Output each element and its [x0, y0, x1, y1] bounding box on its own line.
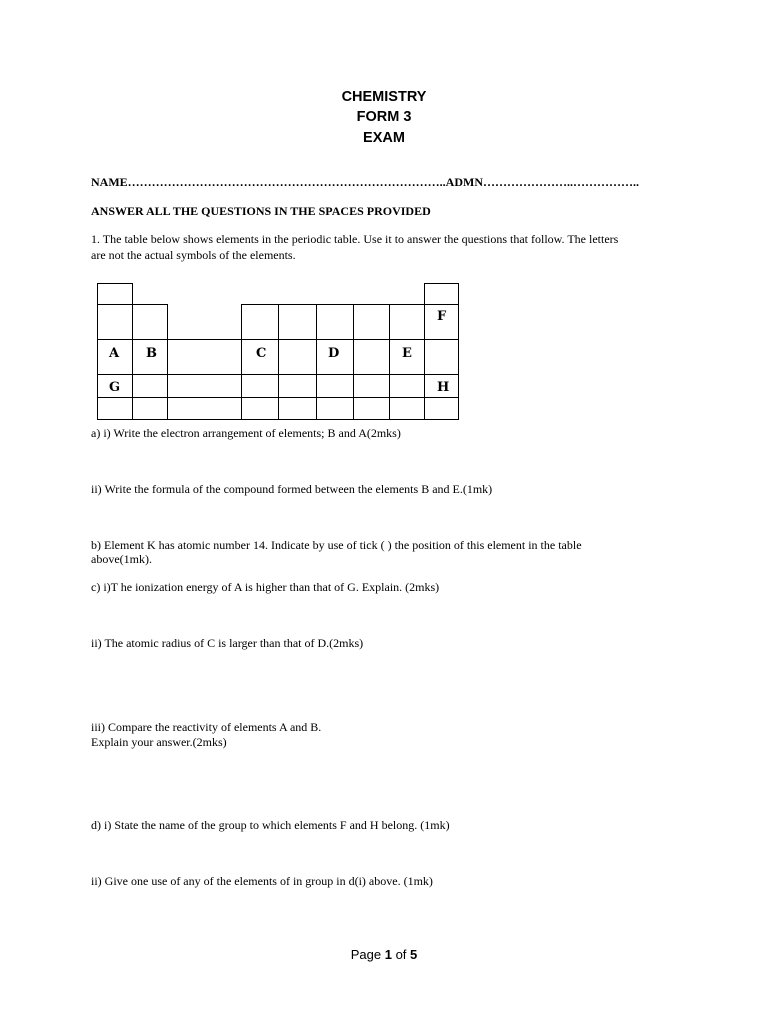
element-label-d: D — [328, 346, 340, 361]
cell-period2-group7 — [390, 305, 425, 340]
page-current: 1 — [384, 947, 392, 962]
question-1-intro-line-1: 1. The table below shows elements in the periodic table. Use it to answer the questions that follow. The letters — [91, 232, 619, 246]
cell-period5-group1 — [98, 398, 133, 420]
cell-period2-group5 — [317, 305, 354, 340]
page-total: 5 — [410, 947, 418, 962]
question-d-ii: ii) Give one use of any of the elements of in group in d(i) above. (1mk) — [91, 874, 433, 888]
periodic-table — [97, 283, 459, 420]
question-c-iii-line-1: iii) Compare the reactivity of elements A and B. — [91, 720, 322, 734]
cell-period2-group6 — [354, 305, 390, 340]
cell-period5-group7 — [390, 398, 425, 420]
question-a-ii: ii) Write the formula of the compound formed between the elements B and E.(1mk) — [91, 482, 493, 496]
cell-period4-group7 — [390, 375, 425, 398]
cell-period4-group2 — [133, 375, 168, 398]
cell-period4-group5 — [317, 375, 354, 398]
cell-period2-group1 — [98, 305, 133, 340]
element-label-b: B — [146, 346, 157, 361]
element-label-e: E — [402, 346, 412, 361]
page-word: Page — [350, 947, 382, 962]
element-label-g: G — [109, 380, 121, 395]
question-1-intro-line-2: are not the actual symbols of the elements. — [91, 248, 296, 262]
cell-period5-group3 — [242, 398, 279, 420]
cell-period5-group5 — [317, 398, 354, 420]
cell-period2-group2 — [133, 305, 168, 340]
cell-period4-transition — [168, 375, 242, 398]
cell-period5-group8 — [425, 398, 459, 420]
element-label-a: A — [109, 346, 120, 361]
question-b-line-2: above(1mk). — [91, 552, 152, 566]
question-a-i: a) i) Write the electron arrangement of elements; B and A(2mks) — [91, 426, 401, 440]
name-admn-line[interactable]: NAME……………………………………………………………………..ADMN…………………..…………….. — [91, 175, 639, 189]
element-label-c: C — [256, 346, 267, 361]
question-c-i: c) i)T he ionization energy of A is higher than that of G. Explain. (2mks) — [91, 580, 440, 594]
page-footer — [0, 947, 768, 962]
periodic-table-grid — [97, 283, 459, 420]
cell-period4-group6 — [354, 375, 390, 398]
question-b-line-1: b) Element K has atomic number 14. Indicate by use of tick ( ) the position of this element in the table — [91, 538, 582, 552]
exam-subject-title: CHEMISTRY — [341, 89, 427, 105]
cell-period5-group6 — [354, 398, 390, 420]
cell-period2-group4 — [279, 305, 317, 340]
cell-period3-transition — [168, 340, 242, 375]
exam-form-title: FORM 3 — [356, 109, 412, 125]
cell-period4-group3 — [242, 375, 279, 398]
question-d-i: d) i) State the name of the group to which elements F and H belong. (1mk) — [91, 818, 450, 832]
element-label-h: H — [437, 380, 450, 395]
cell-period3-group8 — [425, 340, 459, 375]
cell-period2-group3 — [242, 305, 279, 340]
element-label-f: F — [437, 309, 447, 324]
exam-type-title: EXAM — [363, 130, 405, 146]
question-c-ii: ii) The atomic radius of C is larger than that of D.(2mks) — [91, 636, 364, 650]
cell-period1-group8 — [425, 284, 459, 305]
cell-period3-group6 — [354, 340, 390, 375]
cell-period5-group2 — [133, 398, 168, 420]
page-of-word: of — [395, 947, 407, 962]
cell-period5-group4 — [279, 398, 317, 420]
cell-period4-group4 — [279, 375, 317, 398]
cell-period1-group1 — [98, 284, 133, 305]
instructions: ANSWER ALL THE QUESTIONS IN THE SPACES PROVIDED — [91, 204, 431, 218]
question-c-iii-line-2: Explain your answer.(2mks) — [91, 735, 227, 749]
cell-period3-group4 — [279, 340, 317, 375]
cell-period5-transition — [168, 398, 242, 420]
